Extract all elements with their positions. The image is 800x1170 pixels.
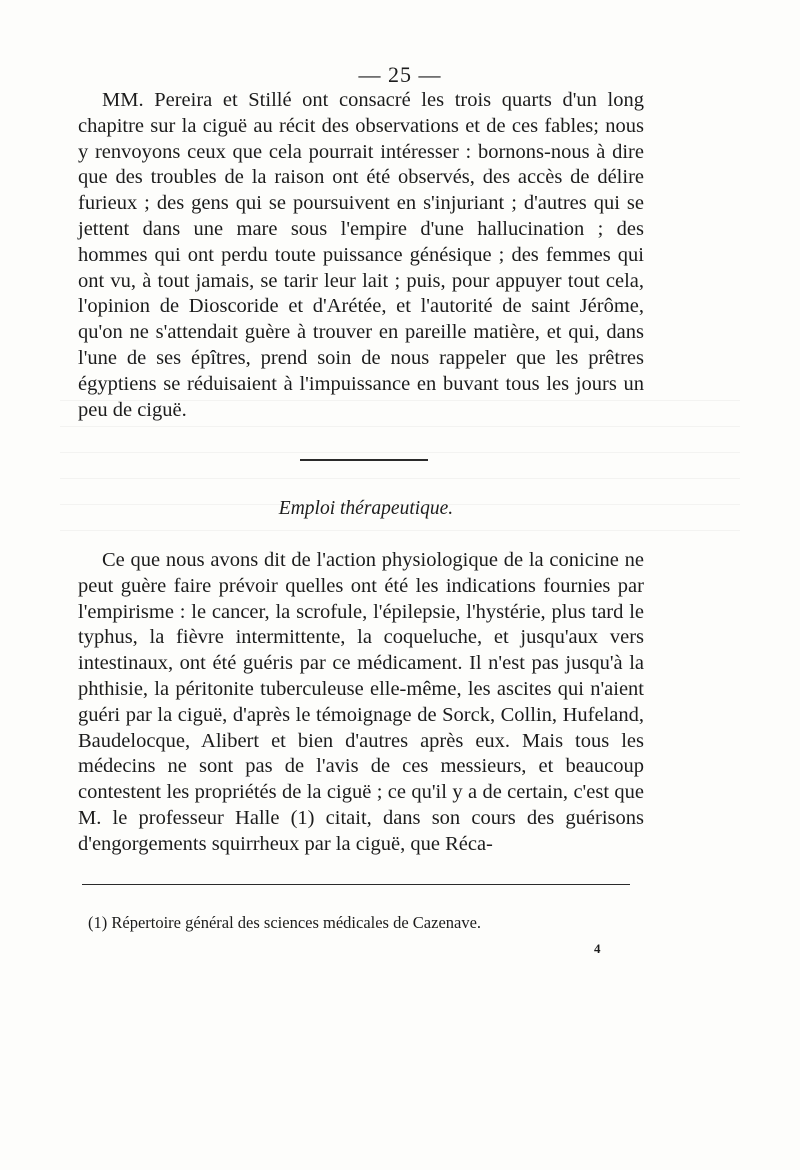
section-heading: Emploi thérapeutique. xyxy=(278,498,454,519)
signature-mark: 4 xyxy=(594,941,601,956)
footnote-divider xyxy=(82,884,630,885)
footnote: (1) Répertoire général des sciences médicales de Cazenave. xyxy=(88,913,482,932)
page-number: — 25 — xyxy=(358,62,442,87)
section-divider xyxy=(300,459,428,461)
paragraph-1: MM. Pereira et Stillé ont consacré les trois quarts d'un long chapitre sur la ciguë au récit des observations et de ces fables; nous y renvoyons ceux que cela pourrait intéresser : bornons-nous à dire que des troubles de la raison ont été observés, des accès de délire furieux ; des gens qui se poursuivent en s'injuriant ; d'autres qui se jettent dans une mare sous l'empire d'une hallucination ; des hommes qui ont perdu toute puissance génésique ; des femmes qui ont vu, à tout jamais, se tarir leur lait ; puis, pour appuyer tout cela, l'opinion de Dioscoride et d'Arétée, et l'autorité de saint Jérôme, qu'on ne s'attendait guère à trouver en pareille matière, et qui, dans l'une de ses épîtres, prend soin de nous rappeler que les prêtres égyptiens se réduisaient à l'impuissance en buvant tous les jours un peu de ciguë. xyxy=(78,89,644,421)
paragraph-2: Ce que nous avons dit de l'action physiologique de la conicine ne peut guère faire prévoir quelles ont été les indications fournies par l'empirisme : le cancer, la scrofule, l'épilepsie, l'hystérie, plus tard le typhus, la fièvre intermittente, la coqueluche, et jusqu'aux vers intestinaux, ont été guéris par ce médicament. Il n'est pas jusqu'à la phthisie, la péritonite tuberculeuse elle-même, les ascites qui n'aient guéri par la ciguë, d'après le témoignage de Sorck, Collin, Hufeland, Baudelocque, Alibert et bien d'autres après eux. Mais tous les médecins ne sont pas de l'avis de ces messieurs, et beaucoup contestent les propriétés de la ciguë ; ce qu'il y a de certain, c'est que M. le professeur Halle (1) citait, dans son cours des guérisons d'engorgements squirrheux par la ciguë, que Réca- xyxy=(78,549,644,855)
